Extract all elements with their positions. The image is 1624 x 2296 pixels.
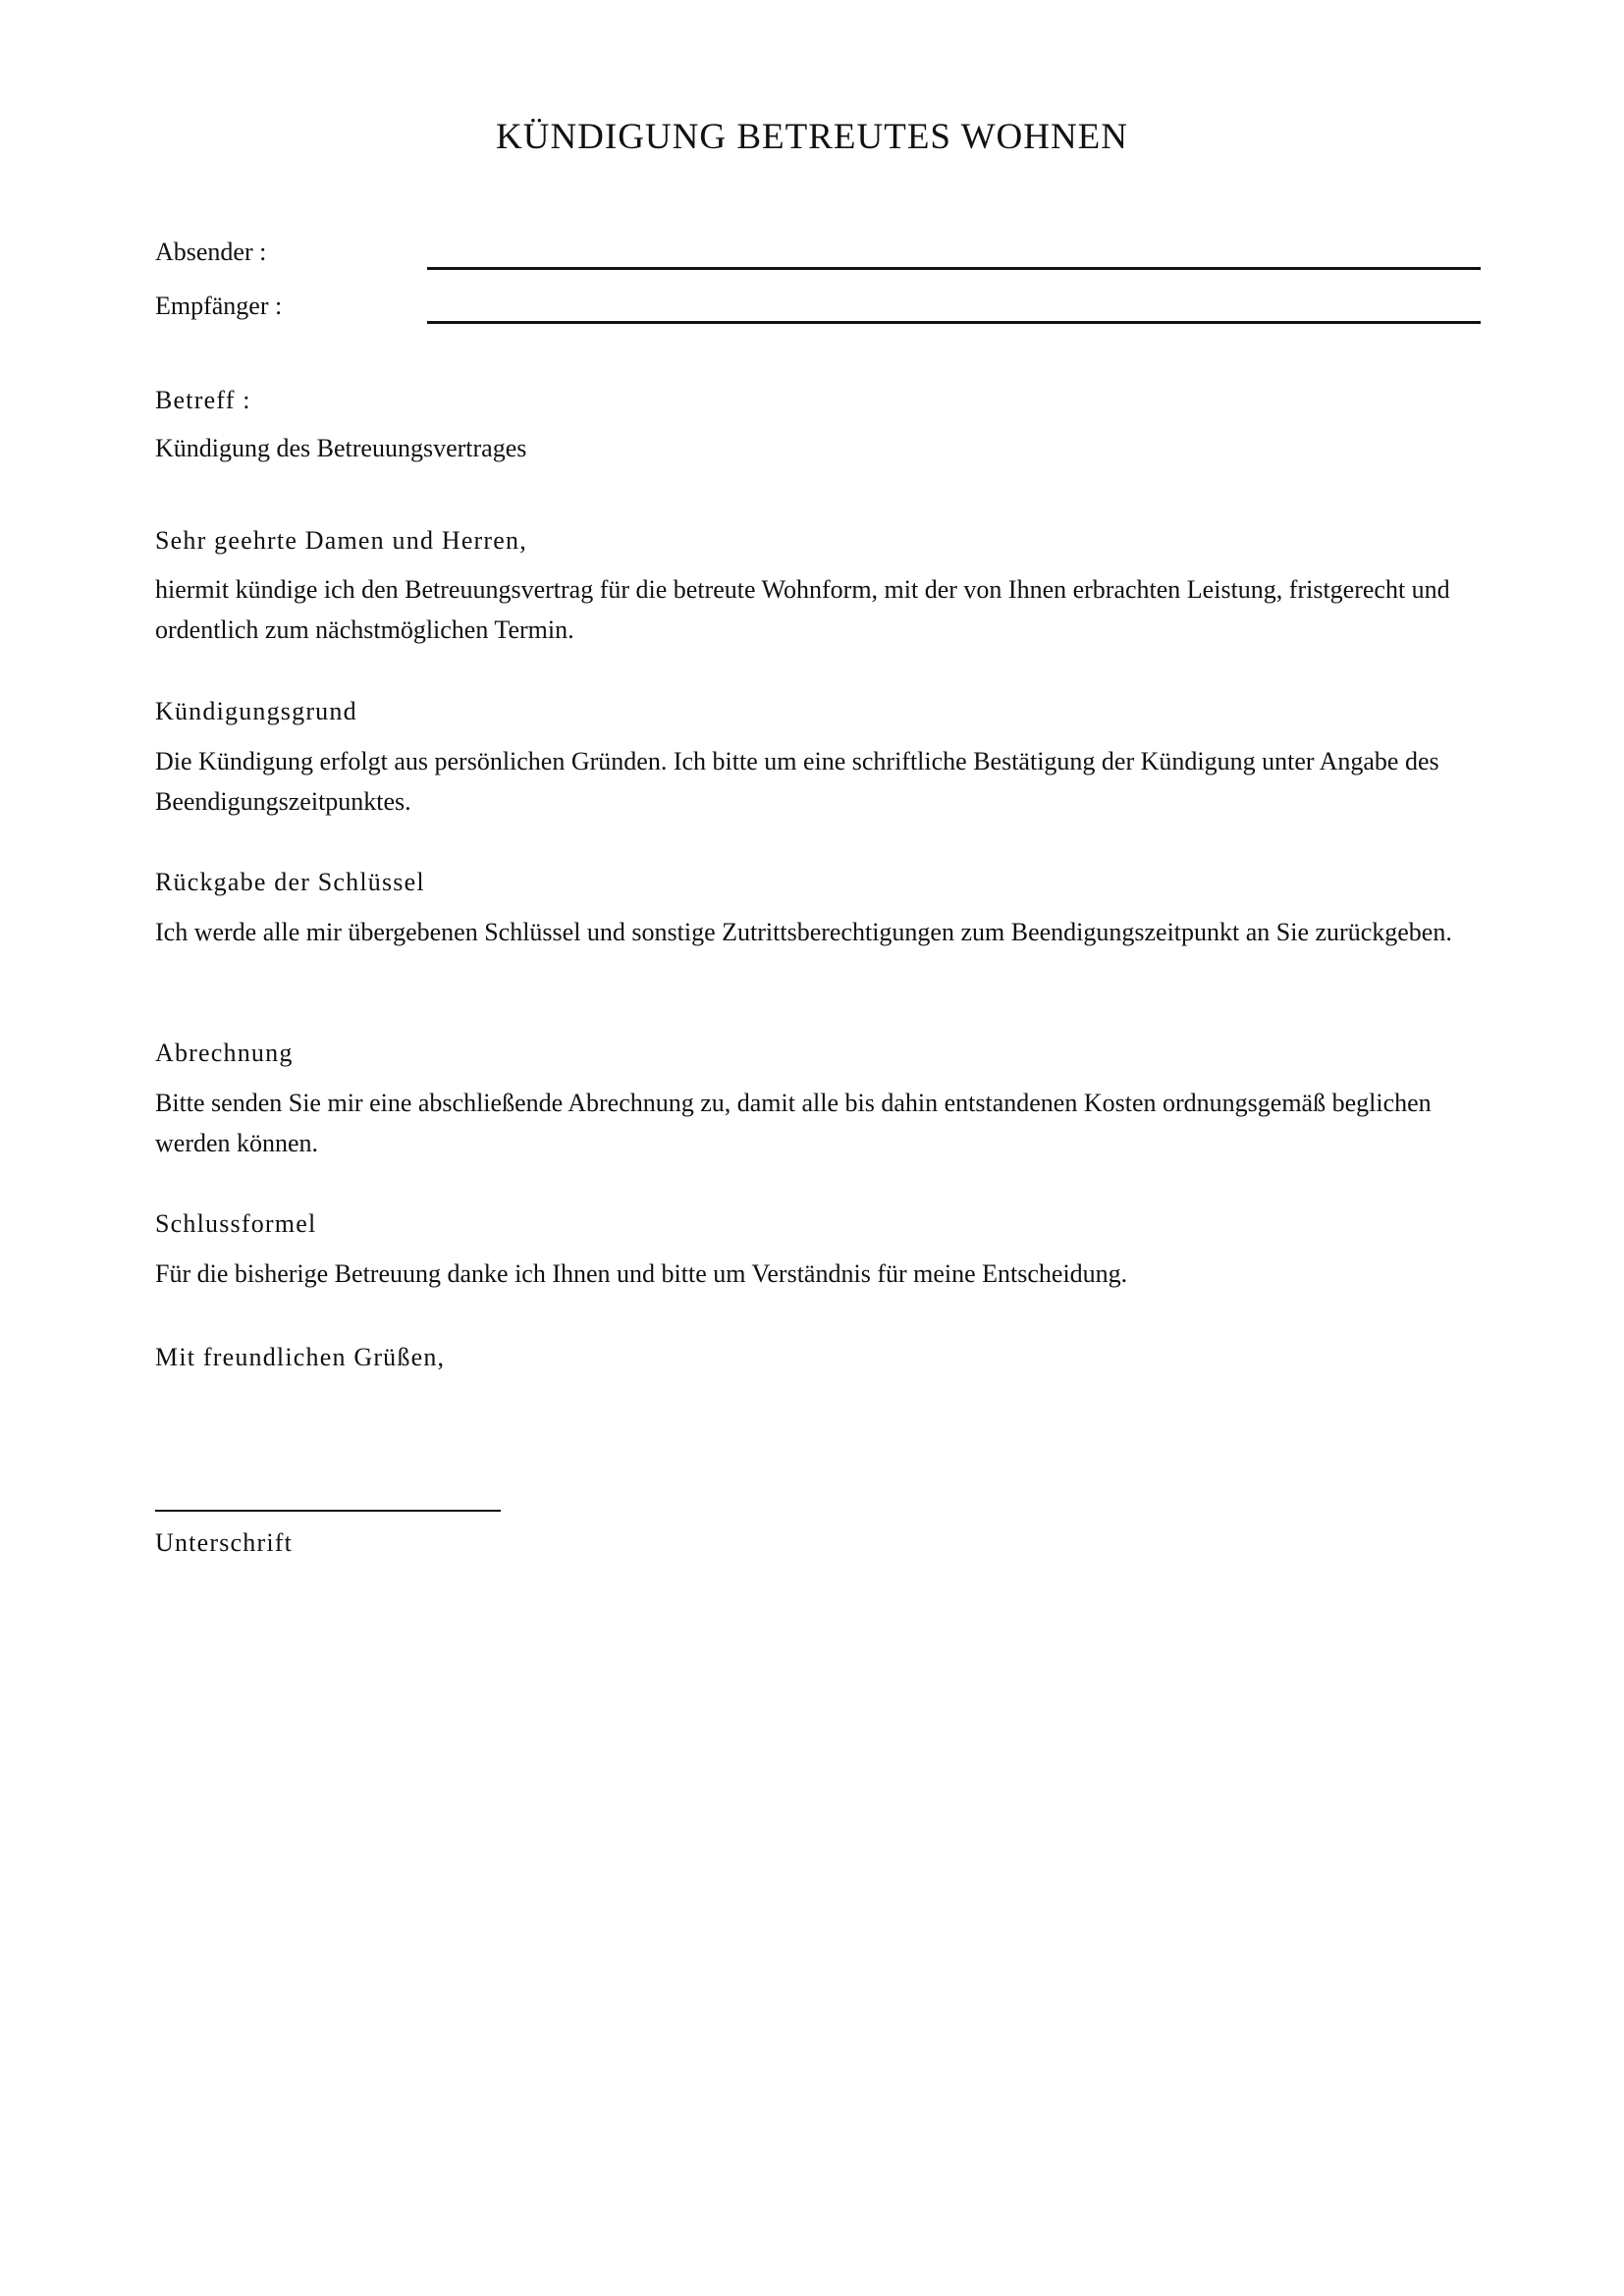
signature-line[interactable] <box>155 1510 501 1512</box>
section-text-keys: Ich werde alle mir übergebenen Schlüssel und sonstige Zutrittsberechtigungen zum Beendigungszeitpunkt an Sie zurückgeben. <box>155 918 1452 946</box>
intro-paragraph: hiermit kündige ich den Betreuungsvertrag für die betreute Wohnform, mit der von Ihnen erbrachten Leistung, fristgerecht und ordentlich zum nächstmöglichen Termin. <box>155 575 1450 644</box>
recipient-label: Empfänger : <box>155 292 283 320</box>
sender-label: Absender : <box>155 238 267 266</box>
section-text-closing: Für die bisherige Betreuung danke ich Ihnen und bitte um Verständnis für meine Entscheidung. <box>155 1259 1128 1288</box>
sender-field <box>155 238 1481 277</box>
section-heading-closing: Schlussformel <box>155 1209 317 1238</box>
subject-label: Betreff : <box>155 386 251 414</box>
sender-line[interactable] <box>427 267 1481 270</box>
salutation: Sehr geehrte Damen und Herren, <box>155 526 527 555</box>
closing-greeting: Mit freundlichen Grüßen, <box>155 1343 446 1371</box>
recipient-line[interactable] <box>427 321 1481 324</box>
subject-text: Kündigung des Betreuungsvertrages <box>155 434 527 462</box>
signature-label: Unterschrift <box>155 1528 294 1557</box>
section-heading-keys: Rückgabe der Schlüssel <box>155 868 425 896</box>
document-title: KÜNDIGUNG BETREUTES WOHNEN <box>496 117 1128 157</box>
section-text-reason: Die Kündigung erfolgt aus persönlichen Gründen. Ich bitte um eine schriftliche Bestätigung der Kündigung unter Angabe des Beendigungszeitpunktes. <box>155 747 1439 816</box>
section-heading-billing: Abrechnung <box>155 1039 294 1067</box>
section-heading-reason: Kündigungsgrund <box>155 697 357 725</box>
recipient-field <box>155 292 1481 331</box>
section-text-billing: Bitte senden Sie mir eine abschließende Abrechnung zu, damit alle bis dahin entstandenen Kosten ordnungsgemäß beglichen werden können. <box>155 1089 1432 1157</box>
